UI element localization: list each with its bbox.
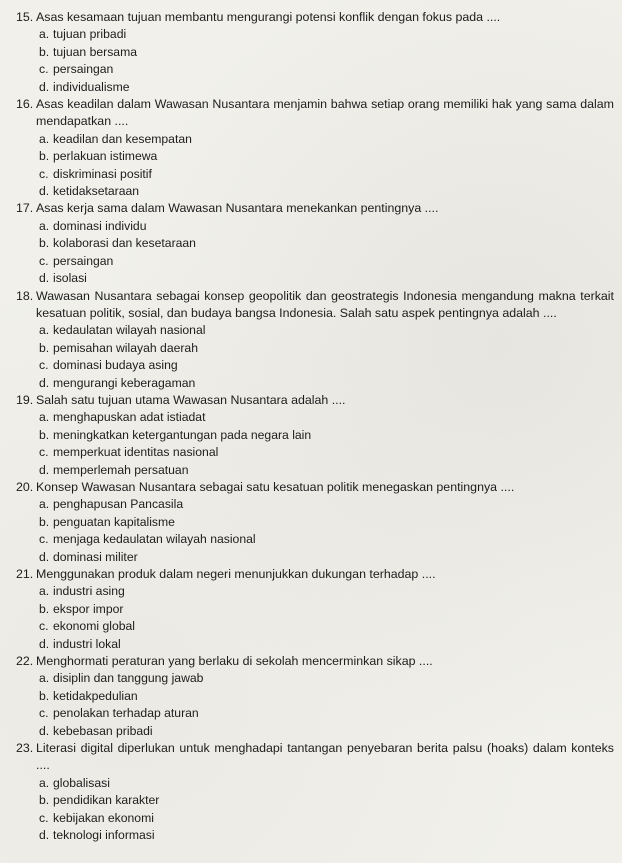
question-number: 21. [16, 567, 34, 581]
option-letter: a. [39, 584, 50, 599]
option-text: disiplin dan tanggung jawab [53, 671, 204, 686]
option-text: menjaga kedaulatan wilayah nasional [53, 532, 256, 547]
answer-options [16, 409, 614, 479]
answer-option [39, 409, 614, 426]
question-stem [16, 566, 614, 583]
option-letter: d. [39, 636, 50, 651]
option-letter: a. [39, 131, 50, 146]
question-stem [16, 653, 614, 670]
option-letter: d. [39, 375, 50, 390]
question-text: Menggunakan produk dalam negeri menunjukkan dukungan terhadap .... [36, 567, 436, 581]
option-letter: d. [39, 184, 50, 199]
question-text: Konsep Wawasan Nusantara sebagai satu kesatuan politik menegaskan pentingnya .... [36, 479, 515, 494]
answer-option [39, 462, 614, 479]
option-letter: d. [39, 723, 50, 738]
option-letter: d. [39, 462, 50, 477]
option-letter: c. [39, 358, 49, 373]
option-text: ekspor impor [53, 601, 124, 616]
question-number: 20. [16, 479, 34, 494]
option-letter: d. [39, 828, 50, 843]
option-text: isolasi [53, 271, 87, 286]
option-letter: d. [39, 271, 50, 286]
option-letter: a. [39, 218, 50, 233]
option-text: kolaborasi dan kesetaraan [53, 236, 196, 251]
answer-options [16, 583, 614, 653]
answer-option [39, 26, 614, 43]
question-number: 18. [16, 288, 34, 303]
option-text: industri lokal [53, 636, 121, 651]
answer-option [39, 183, 614, 200]
question [16, 9, 614, 96]
question-stem [16, 9, 614, 26]
option-text: dominasi individu [53, 218, 147, 233]
question [16, 392, 614, 479]
question-text: Literasi digital diperlukan untuk menghadapi tantangan penyebaran berita palsu (hoaks) dalam konteks .... [36, 741, 614, 773]
answer-option [39, 601, 614, 618]
answer-option [39, 79, 614, 96]
option-text: menghapuskan adat istiadat [53, 410, 206, 425]
answer-option [39, 44, 614, 61]
option-letter: a. [39, 497, 50, 512]
option-letter: b. [39, 427, 50, 442]
option-letter: c. [39, 619, 49, 634]
option-text: persaingan [53, 253, 114, 268]
option-text: dominasi militer [53, 549, 138, 564]
question-text: Asas keadilan dalam Wawasan Nusantara menjamin bahwa setiap orang memiliki hak yang sama dalam mendapatkan .... [36, 97, 614, 129]
option-text: memperlemah persatuan [53, 462, 189, 477]
answer-option [39, 235, 614, 252]
option-text: industri asing [53, 584, 125, 599]
option-text: pemisahan wilayah daerah [53, 340, 198, 355]
option-text: penolakan terhadap aturan [53, 706, 199, 721]
option-text: keadilan dan kesempatan [53, 131, 192, 146]
option-text: penghapusan Pancasila [53, 497, 184, 512]
question [16, 288, 614, 392]
option-letter: b. [39, 340, 50, 355]
option-text: memperkuat identitas nasional [53, 445, 219, 460]
answer-option [39, 148, 614, 165]
question-stem [16, 479, 614, 496]
answer-options [16, 218, 614, 288]
answer-options [16, 670, 614, 740]
question-text: Wawasan Nusantara sebagai konsep geopolitik dan geostrategis Indonesia mengandung makna terkait kesatuan politik, sosial, dan budaya bangsa Indonesia. Salah satu aspek pentingnya adalah .... [36, 288, 614, 320]
answer-option [39, 131, 614, 148]
option-text: ketidakpedulian [53, 688, 138, 703]
option-letter: b. [39, 793, 50, 808]
question-stem [16, 392, 614, 409]
answer-options [16, 775, 614, 845]
answer-option [39, 723, 614, 740]
option-letter: c. [39, 706, 49, 721]
answer-option [39, 218, 614, 235]
option-text: tujuan bersama [53, 44, 138, 59]
question-stem [16, 288, 614, 323]
option-letter: b. [39, 149, 50, 164]
option-text: kebijakan ekonomi [53, 810, 154, 825]
answer-option [39, 253, 614, 270]
option-text: ekonomi global [53, 619, 135, 634]
option-text: kebebasan pribadi [53, 723, 153, 738]
option-text: teknologi informasi [53, 828, 155, 843]
option-letter: a. [39, 671, 50, 686]
option-letter: a. [39, 410, 50, 425]
question-number: 16. [16, 97, 34, 112]
option-text: individualisme [53, 79, 130, 94]
answer-option [39, 357, 614, 374]
question-text: Asas kesamaan tujuan membantu mengurangi potensi konflik dengan fokus pada .... [36, 10, 501, 24]
question-stem [16, 96, 614, 131]
answer-option [39, 688, 614, 705]
option-text: meningkatkan ketergantungan pada negara lain [53, 427, 312, 442]
answer-option [39, 322, 614, 339]
question-stem [16, 200, 614, 217]
option-letter: c. [39, 810, 49, 825]
question [16, 740, 614, 844]
question [16, 200, 614, 287]
question [16, 479, 614, 566]
answer-options [16, 26, 614, 96]
option-letter: c. [39, 62, 49, 77]
question-text: Asas kerja sama dalam Wawasan Nusantara menekankan pentingnya .... [36, 201, 439, 216]
option-letter: a. [39, 775, 50, 790]
answer-option [39, 166, 614, 183]
answer-option [39, 270, 614, 287]
question [16, 566, 614, 653]
question-number: 17. [16, 201, 34, 216]
question-text: Salah satu tujuan utama Wawasan Nusantara adalah .... [36, 392, 346, 407]
answer-option [39, 61, 614, 78]
option-letter: c. [39, 166, 49, 181]
option-letter: b. [39, 44, 50, 59]
option-text: diskriminasi positif [53, 166, 152, 181]
answer-option [39, 792, 614, 809]
question [16, 96, 614, 200]
question-number: 15. [16, 10, 34, 24]
answer-option [39, 444, 614, 461]
answer-option [39, 705, 614, 722]
answer-options [16, 131, 614, 201]
option-letter: c. [39, 253, 49, 268]
question-text: Menghormati peraturan yang berlaku di sekolah mencerminkan sikap .... [36, 654, 433, 669]
answer-option [39, 496, 614, 513]
question-number: 22. [16, 654, 34, 669]
option-text: perlakuan istimewa [53, 149, 158, 164]
answer-option [39, 775, 614, 792]
option-text: kedaulatan wilayah nasional [53, 323, 206, 338]
option-letter: c. [39, 532, 49, 547]
option-letter: b. [39, 236, 50, 251]
answer-option [39, 531, 614, 548]
option-letter: b. [39, 601, 50, 616]
answer-option [39, 549, 614, 566]
answer-options [16, 496, 614, 566]
question-stem [16, 740, 614, 775]
answer-option [39, 514, 614, 531]
answer-options [16, 322, 614, 392]
question [16, 653, 614, 740]
answer-option [39, 827, 614, 844]
option-text: globalisasi [53, 775, 110, 790]
option-text: dominasi budaya asing [53, 358, 178, 373]
option-text: ketidaksetaraan [53, 184, 140, 199]
option-text: tujuan pribadi [53, 27, 127, 42]
option-letter: b. [39, 688, 50, 703]
option-text: mengurangi keberagaman [53, 375, 196, 390]
answer-option [39, 427, 614, 444]
answer-option [39, 340, 614, 357]
option-letter: d. [39, 549, 50, 564]
answer-option [39, 375, 614, 392]
option-letter: b. [39, 514, 50, 529]
option-letter: a. [39, 27, 50, 42]
option-letter: a. [39, 323, 50, 338]
option-letter: c. [39, 445, 49, 460]
option-text: persaingan [53, 62, 114, 77]
answer-option [39, 583, 614, 600]
answer-option [39, 670, 614, 687]
answer-option [39, 636, 614, 653]
answer-option [39, 810, 614, 827]
option-text: pendidikan karakter [53, 793, 160, 808]
question-number: 23. [16, 741, 34, 756]
question-number: 19. [16, 392, 34, 407]
option-letter: d. [39, 79, 50, 94]
option-text: penguatan kapitalisme [53, 514, 175, 529]
answer-option [39, 618, 614, 635]
